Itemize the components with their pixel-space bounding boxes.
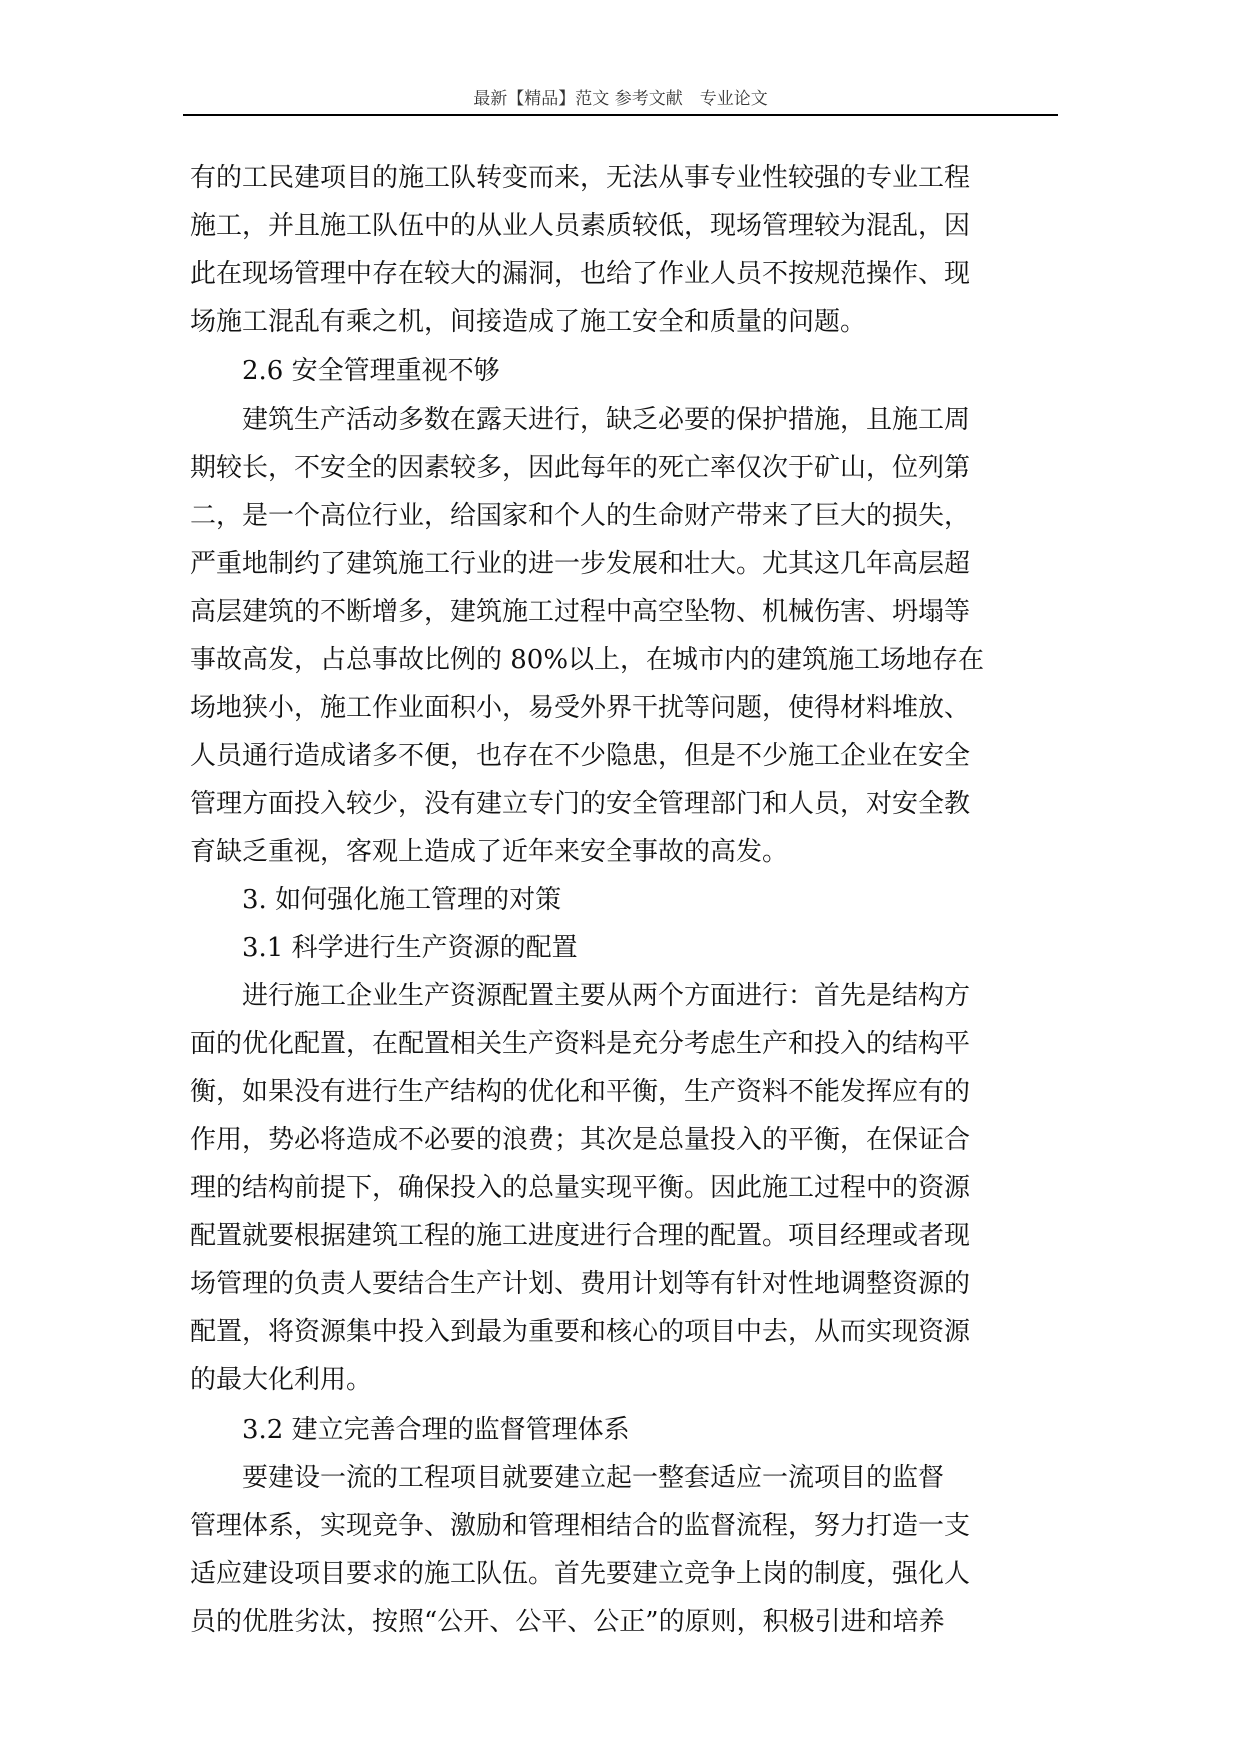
body-line: 适应建设项目要求的施工队伍。首先要建立竞争上岗的制度，强化人 xyxy=(190,1559,971,1589)
body-line: 配置就要根据建筑工程的施工进度进行合理的配置。项目经理或者现 xyxy=(190,1221,971,1251)
section-heading: 3.2 建立完善合理的监督管理体系 xyxy=(242,1415,630,1445)
body-line: 配置，将资源集中投入到最为重要和核心的项目中去，从而实现资源 xyxy=(190,1317,971,1347)
body-line: 人员通行造成诸多不便，也存在不少隐患，但是不少施工企业在安全 xyxy=(190,741,971,771)
body-line: 管理体系，实现竞争、激励和管理相结合的监督流程，努力打造一支 xyxy=(190,1511,971,1541)
body-line: 要建设一流的工程项目就要建立起一整套适应一流项目的监督 xyxy=(242,1463,945,1493)
body-line: 理的结构前提下，确保投入的总量实现平衡。因此施工过程中的资源 xyxy=(190,1173,971,1203)
section-heading: 2.6 安全管理重视不够 xyxy=(242,356,500,386)
body-line: 施工，并且施工队伍中的从业人员素质较低，现场管理较为混乱，因 xyxy=(190,211,971,241)
section-heading: 3.1 科学进行生产资源的配置 xyxy=(242,933,578,963)
body-line: 育缺乏重视，客观上造成了近年来安全事故的高发。 xyxy=(190,837,789,867)
body-line: 作用，势必将造成不必要的浪费；其次是总量投入的平衡，在保证合 xyxy=(190,1125,971,1155)
body-line: 进行施工企业生产资源配置主要从两个方面进行：首先是结构方 xyxy=(242,981,971,1011)
body-line: 严重地制约了建筑施工行业的进一步发展和壮大。尤其这几年高层超 xyxy=(190,549,971,579)
body-line: 有的工民建项目的施工队转变而来，无法从事专业性较强的专业工程 xyxy=(190,163,971,193)
body-line: 建筑生产活动多数在露天进行，缺乏必要的保护措施，且施工周 xyxy=(242,405,971,435)
section-heading: 3. 如何强化施工管理的对策 xyxy=(242,885,562,915)
body-line: 事故高发，占总事故比例的 80%以上，在城市内的建筑施工场地存在 xyxy=(190,645,985,675)
header-rule xyxy=(183,114,1058,116)
body-line: 二，是一个高位行业，给国家和个人的生命财产带来了巨大的损失， xyxy=(190,501,971,531)
body-line: 管理方面投入较少，没有建立专门的安全管理部门和人员，对安全教 xyxy=(190,789,971,819)
body-line: 此在现场管理中存在较大的漏洞，也给了作业人员不按规范操作、现 xyxy=(190,259,971,289)
body-line: 员的优胜劣汰，按照“公开、公平、公正”的原则，积极引进和培养 xyxy=(190,1607,945,1637)
body-line: 高层建筑的不断增多，建筑施工过程中高空坠物、机械伤害、坍塌等 xyxy=(190,597,971,627)
body-line: 衡，如果没有进行生产结构的优化和平衡，生产资料不能发挥应有的 xyxy=(190,1077,971,1107)
body-line: 面的优化配置，在配置相关生产资料是充分考虑生产和投入的结构平 xyxy=(190,1029,971,1059)
body-line: 场管理的负责人要结合生产计划、费用计划等有针对性地调整资源的 xyxy=(190,1269,971,1299)
body-line: 的最大化利用。 xyxy=(190,1365,373,1395)
body-line: 场地狭小，施工作业面积小，易受外界干扰等问题，使得材料堆放、 xyxy=(190,693,971,723)
page-header: 最新【精品】范文 参考文献 专业论文 xyxy=(473,89,768,109)
body-line: 场施工混乱有乘之机，间接造成了施工安全和质量的问题。 xyxy=(190,307,867,337)
body-line: 期较长，不安全的因素较多，因此每年的死亡率仅次于矿山，位列第 xyxy=(190,453,971,483)
